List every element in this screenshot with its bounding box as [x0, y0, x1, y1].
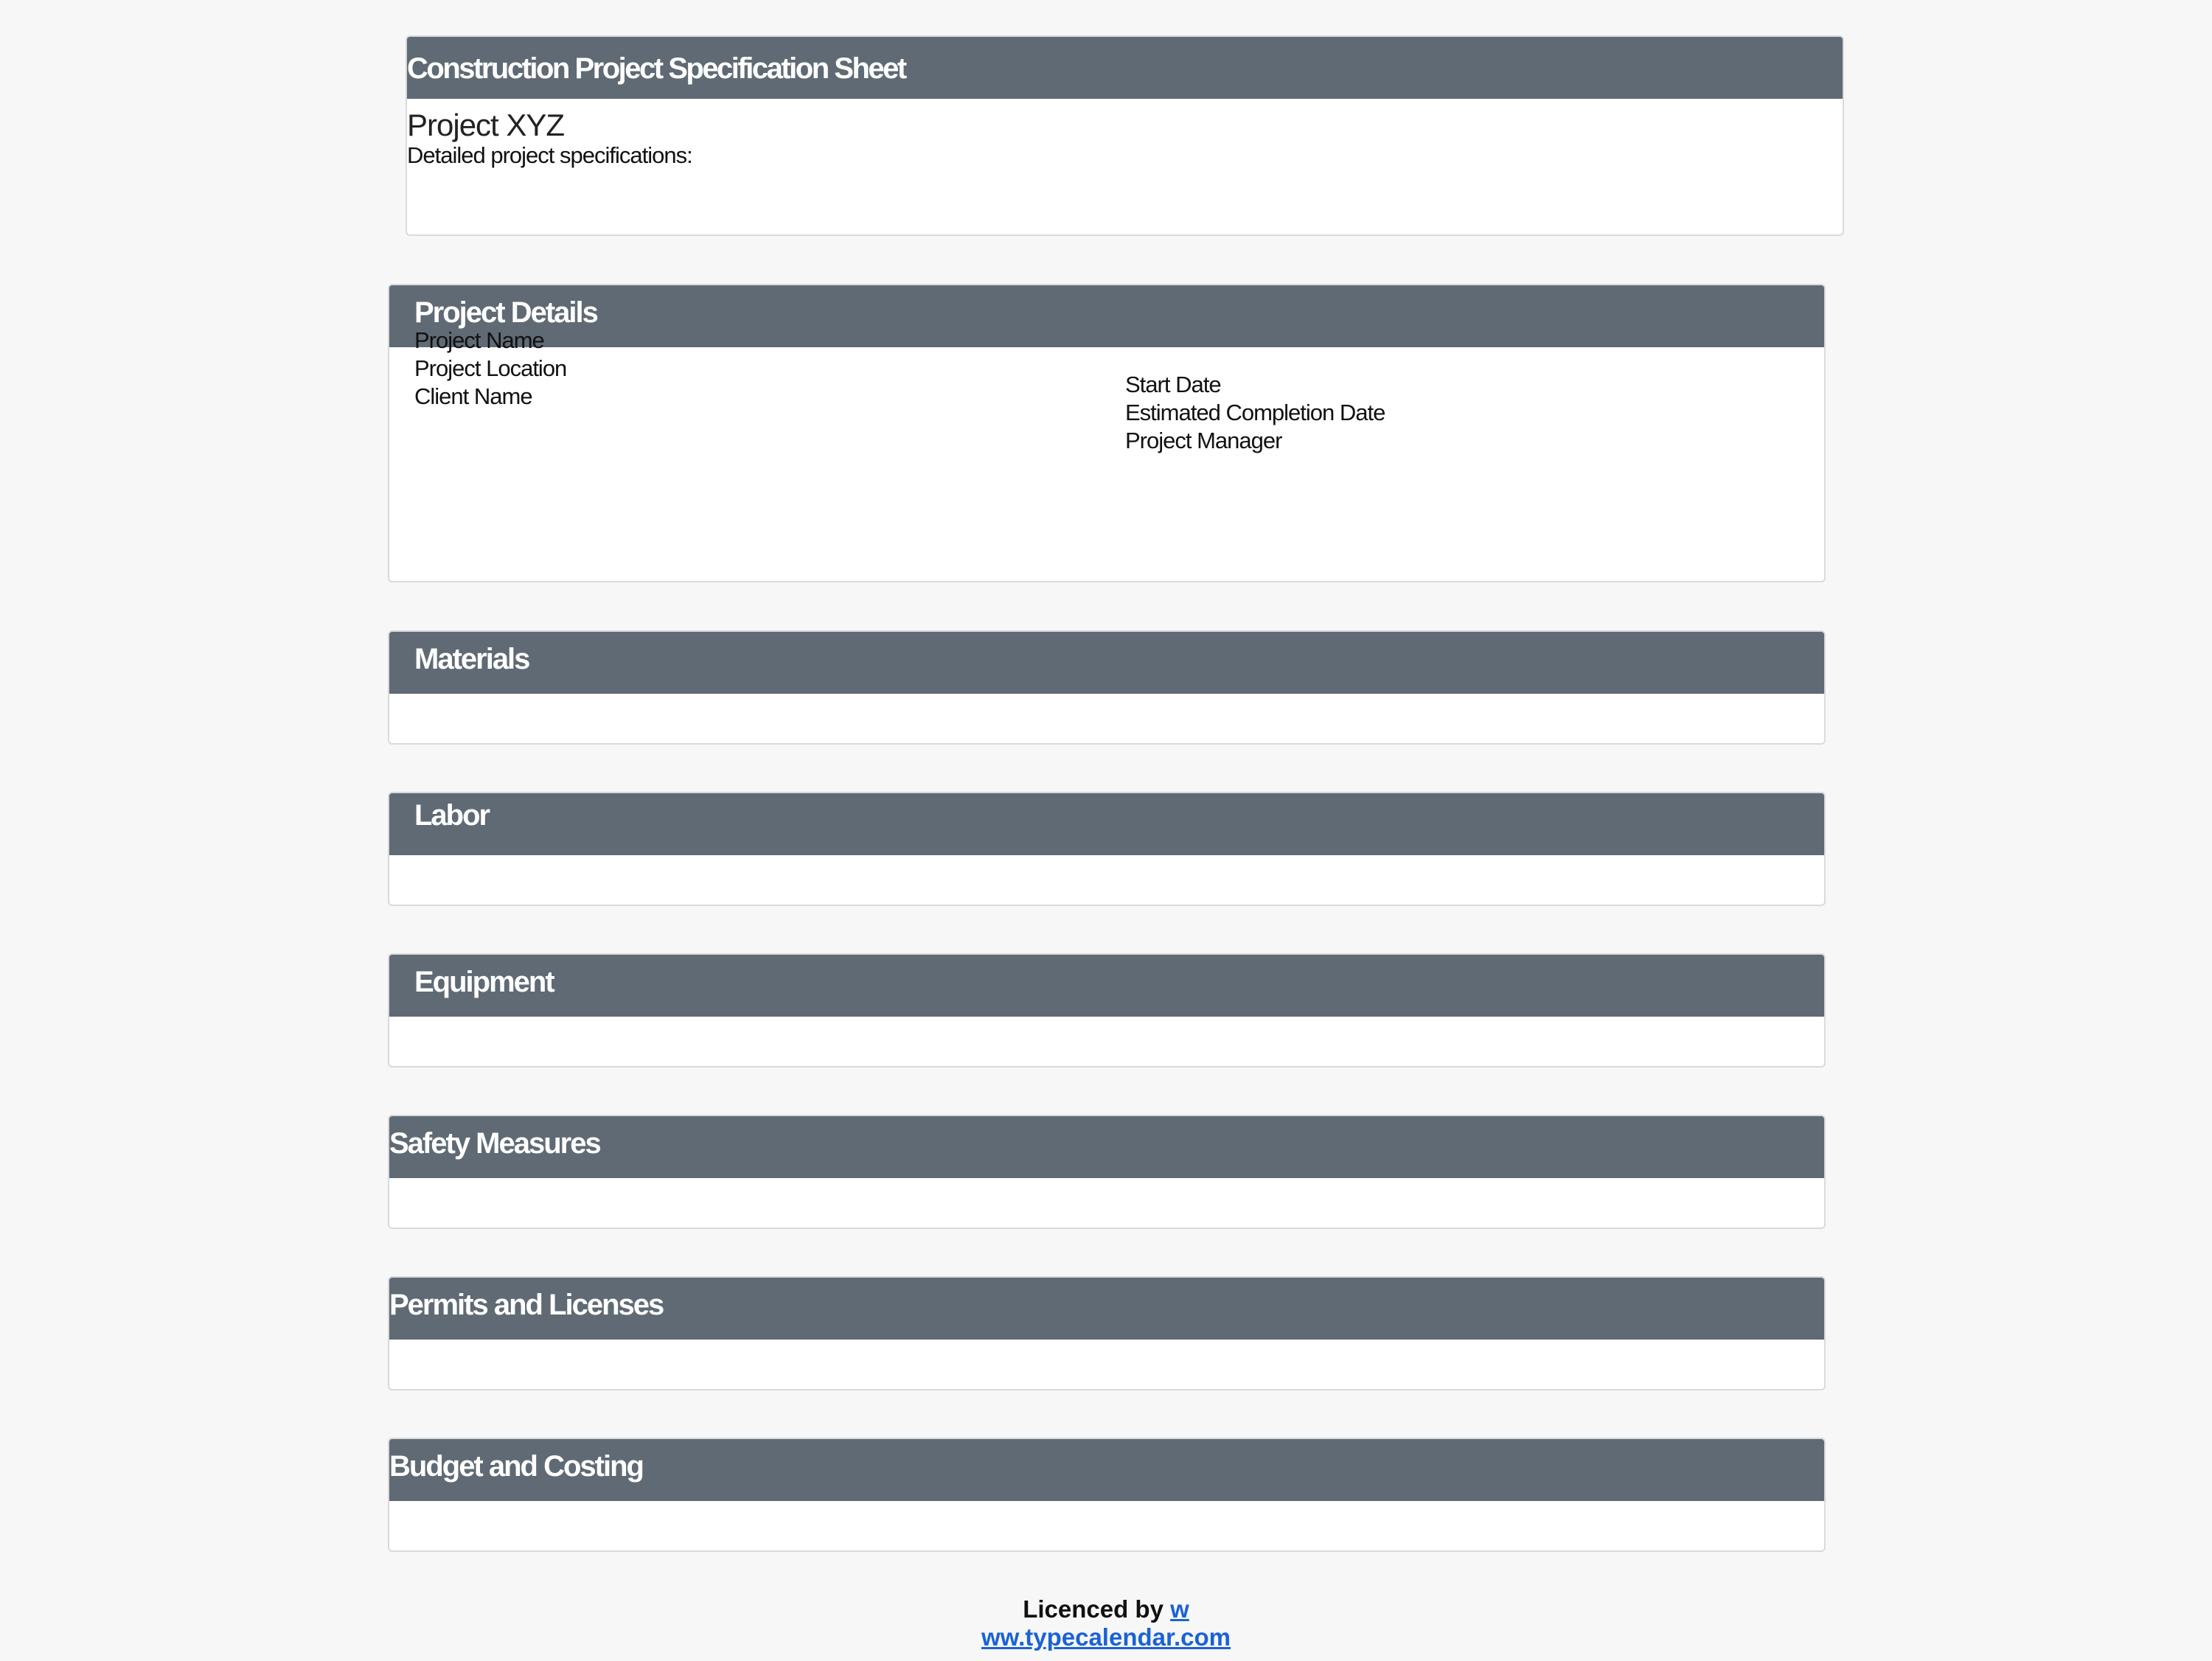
permits-section [388, 1276, 1826, 1390]
licence-footer [0, 1595, 2212, 1651]
permits-title: Permits and Licenses [389, 1289, 664, 1321]
field-estimated-completion-date: Estimated Completion Date [1125, 400, 1385, 425]
licence-link-part2[interactable]: ww.typecalendar.com [981, 1623, 1231, 1651]
safety-measures-section [388, 1115, 1826, 1229]
details-right-column [1125, 371, 1385, 455]
spec-header-card [406, 35, 1844, 236]
labor-bar [389, 793, 1824, 855]
sheet-title: Construction Project Specification Sheet [407, 52, 905, 85]
field-project-name: Project Name [414, 327, 544, 353]
labor-section [388, 792, 1826, 906]
field-project-manager: Project Manager [1125, 428, 1282, 453]
safety-title: Safety Measures [389, 1127, 600, 1160]
field-project-location: Project Location [414, 355, 567, 381]
licence-prefix: Licenced by [1023, 1595, 1164, 1623]
materials-bar [389, 632, 1824, 694]
equipment-section [388, 953, 1826, 1068]
project-description: Detailed project specifications: [407, 142, 692, 168]
budget-section [388, 1438, 1826, 1552]
field-client-name: Client Name [414, 383, 532, 409]
details-left-column [414, 327, 566, 411]
budget-title: Budget and Costing [389, 1450, 643, 1483]
details-title: Project Details [414, 296, 597, 329]
materials-title: Materials [414, 643, 529, 675]
materials-section [388, 630, 1826, 745]
field-start-date: Start Date [1125, 372, 1221, 397]
safety-bar [389, 1116, 1824, 1178]
project-details-card [388, 284, 1826, 582]
labor-title: Labor [414, 801, 490, 832]
equipment-title: Equipment [414, 966, 554, 998]
project-name-heading: Project XYZ [407, 108, 565, 142]
details-bar [389, 285, 1824, 347]
equipment-bar [389, 955, 1824, 1017]
licence-link-part1[interactable]: w [1170, 1595, 1189, 1623]
